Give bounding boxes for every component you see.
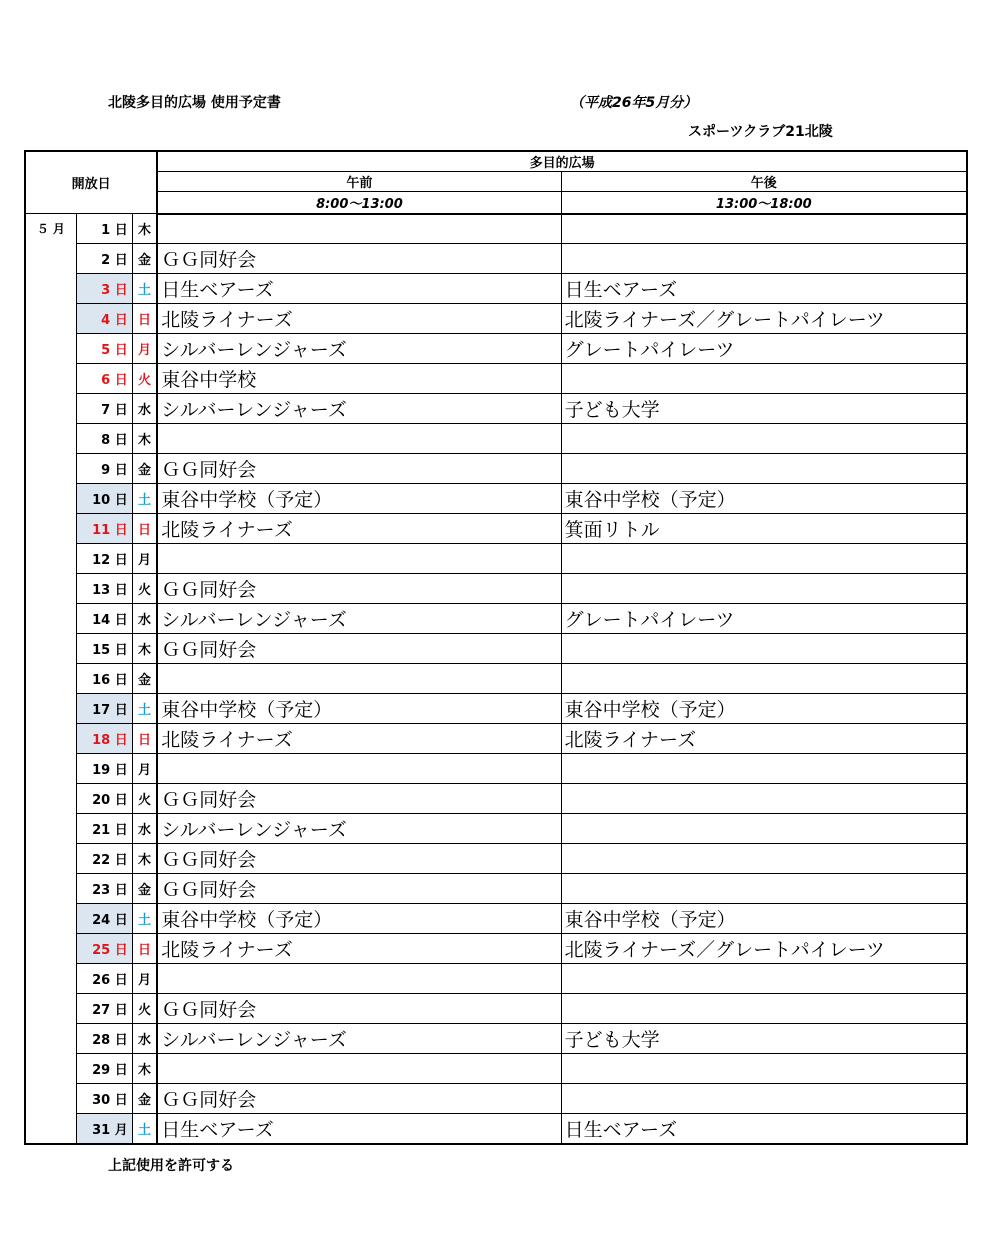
am-entry [157,964,561,994]
weekday-cell: 火 [132,784,157,814]
table-row [25,724,967,754]
day-cell: 2 日 [76,244,132,274]
am-entry: シルバーレンジャーズ [157,814,561,844]
table-row [25,304,967,334]
weekday-cell: 金 [132,664,157,694]
day-cell: 21 日 [76,814,132,844]
day-cell: 7 日 [76,394,132,424]
pm-entry [561,664,967,694]
pm-entry: 子ども大学 [561,394,967,424]
day-cell: 24 日 [76,904,132,934]
document-title: 北陵多目的広場 使用予定書 [108,95,281,111]
day-cell: 28 日 [76,1024,132,1054]
schedule-body [25,214,967,1144]
pm-entry [561,874,967,904]
day-cell: 18 日 [76,724,132,754]
am-entry [157,214,561,244]
pm-entry [561,994,967,1024]
table-row [25,904,967,934]
table-row [25,274,967,304]
day-cell: 6 日 [76,364,132,394]
document-period: （平成26年5月分） [570,95,698,111]
header-open-day: 開放日 [25,151,157,214]
table-row [25,604,967,634]
pm-entry [561,754,967,784]
day-cell: 20 日 [76,784,132,814]
weekday-cell: 月 [132,544,157,574]
table-row [25,664,967,694]
month-label: ５ 月 [25,214,76,1144]
pm-entry: グレートパイレーツ [561,604,967,634]
weekday-cell: 水 [132,394,157,424]
header-am-time: 8:00～13:00 [157,192,561,214]
table-row [25,544,967,574]
am-entry [157,424,561,454]
pm-entry [561,574,967,604]
table-row [25,994,967,1024]
day-cell: 12 日 [76,544,132,574]
weekday-cell: 土 [132,274,157,304]
weekday-cell: 日 [132,514,157,544]
am-entry: 北陵ライナーズ [157,304,561,334]
pm-entry [561,244,967,274]
am-entry [157,544,561,574]
weekday-cell: 日 [132,304,157,334]
day-cell: 26 日 [76,964,132,994]
header-pm: 午後 [561,172,967,192]
pm-entry [561,964,967,994]
table-row [25,424,967,454]
am-entry: ＧＧ同好会 [157,454,561,484]
pm-entry [561,454,967,484]
pm-entry [561,844,967,874]
day-cell: 4 日 [76,304,132,334]
weekday-cell: 月 [132,334,157,364]
am-entry: 東谷中学校 [157,364,561,394]
pm-entry [561,784,967,814]
day-cell: 27 日 [76,994,132,1024]
day-cell: 16 日 [76,664,132,694]
day-cell: 15 日 [76,634,132,664]
am-entry: ＧＧ同好会 [157,244,561,274]
am-entry: シルバーレンジャーズ [157,394,561,424]
weekday-cell: 木 [132,424,157,454]
pm-entry [561,364,967,394]
pm-entry: 日生ベアーズ [561,1114,967,1144]
pm-entry: 日生ベアーズ [561,274,967,304]
table-row [25,1084,967,1114]
am-entry: シルバーレンジャーズ [157,604,561,634]
am-entry: 北陵ライナーズ [157,514,561,544]
weekday-cell: 月 [132,964,157,994]
table-row [25,484,967,514]
weekday-cell: 土 [132,904,157,934]
am-entry: 日生ベアーズ [157,274,561,304]
am-entry: シルバーレンジャーズ [157,334,561,364]
weekday-cell: 火 [132,994,157,1024]
pm-entry: グレートパイレーツ [561,334,967,364]
table-row [25,814,967,844]
am-entry: ＧＧ同好会 [157,784,561,814]
weekday-cell: 月 [132,754,157,784]
weekday-cell: 木 [132,214,157,244]
pm-entry [561,1084,967,1114]
day-cell: 29 日 [76,1054,132,1084]
day-cell: 5 日 [76,334,132,364]
table-row [25,634,967,664]
pm-entry: 東谷中学校（予定） [561,904,967,934]
organization-name: スポーツクラブ21北陵 [688,124,833,140]
weekday-cell: 木 [132,634,157,664]
pm-entry: 東谷中学校（予定） [561,484,967,514]
pm-entry: 東谷中学校（予定） [561,694,967,724]
pm-entry [561,424,967,454]
table-row [25,244,967,274]
approval-note: 上記使用を許可する [108,1158,234,1174]
weekday-cell: 土 [132,694,157,724]
am-entry: 日生ベアーズ [157,1114,561,1144]
day-cell: 8 日 [76,424,132,454]
weekday-cell: 土 [132,1114,157,1144]
am-entry: ＧＧ同好会 [157,1084,561,1114]
weekday-cell: 火 [132,364,157,394]
table-row [25,874,967,904]
am-entry [157,754,561,784]
weekday-cell: 土 [132,484,157,514]
am-entry: 東谷中学校（予定） [157,904,561,934]
header-pm-time: 13:00～18:00 [561,192,967,214]
table-row [25,844,967,874]
am-entry: 北陵ライナーズ [157,934,561,964]
day-cell: 3 日 [76,274,132,304]
table-row [25,394,967,424]
pm-entry: 箕面リトル [561,514,967,544]
header-facility: 多目的広場 [157,151,967,172]
am-entry: 東谷中学校（予定） [157,694,561,724]
day-cell: 30 日 [76,1084,132,1114]
table-row [25,964,967,994]
table-row [25,364,967,394]
weekday-cell: 金 [132,874,157,904]
am-entry: 北陵ライナーズ [157,724,561,754]
pm-entry: 北陵ライナーズ [561,724,967,754]
day-cell: 17 日 [76,694,132,724]
day-cell: 25 日 [76,934,132,964]
weekday-cell: 水 [132,604,157,634]
table-row [25,694,967,724]
am-entry: 東谷中学校（予定） [157,484,561,514]
header-am: 午前 [157,172,561,192]
am-entry: ＧＧ同好会 [157,634,561,664]
weekday-cell: 水 [132,814,157,844]
am-entry: ＧＧ同好会 [157,574,561,604]
weekday-cell: 日 [132,724,157,754]
table-row [25,1054,967,1084]
table-row [25,1114,967,1144]
am-entry: ＧＧ同好会 [157,844,561,874]
am-entry [157,664,561,694]
weekday-cell: 火 [132,574,157,604]
weekday-cell: 金 [132,454,157,484]
table-row [25,574,967,604]
pm-entry: 子ども大学 [561,1024,967,1054]
pm-entry [561,814,967,844]
pm-entry [561,634,967,664]
day-cell: 10 日 [76,484,132,514]
day-cell: 13 日 [76,574,132,604]
weekday-cell: 金 [132,1084,157,1114]
weekday-cell: 金 [132,244,157,274]
day-cell: 14 日 [76,604,132,634]
pm-entry: 北陵ライナーズ／グレートパイレーツ [561,934,967,964]
day-cell: 23 日 [76,874,132,904]
am-entry: ＧＧ同好会 [157,874,561,904]
table-row [25,214,967,244]
table-row [25,1024,967,1054]
pm-entry [561,214,967,244]
table-row [25,934,967,964]
pm-entry [561,1054,967,1084]
pm-entry: 北陵ライナーズ／グレートパイレーツ [561,304,967,334]
pm-entry [561,544,967,574]
table-row [25,334,967,364]
day-cell: 19 日 [76,754,132,784]
weekday-cell: 木 [132,844,157,874]
day-cell: 9 日 [76,454,132,484]
weekday-cell: 水 [132,1024,157,1054]
table-row [25,784,967,814]
table-row [25,754,967,784]
day-cell: 31 月 [76,1114,132,1144]
day-cell: 22 日 [76,844,132,874]
table-row [25,454,967,484]
am-entry: ＧＧ同好会 [157,994,561,1024]
weekday-cell: 日 [132,934,157,964]
table-row [25,514,967,544]
day-cell: 1 日 [76,214,132,244]
schedule-table [24,150,968,1145]
weekday-cell: 木 [132,1054,157,1084]
am-entry: シルバーレンジャーズ [157,1024,561,1054]
am-entry [157,1054,561,1084]
day-cell: 11 日 [76,514,132,544]
